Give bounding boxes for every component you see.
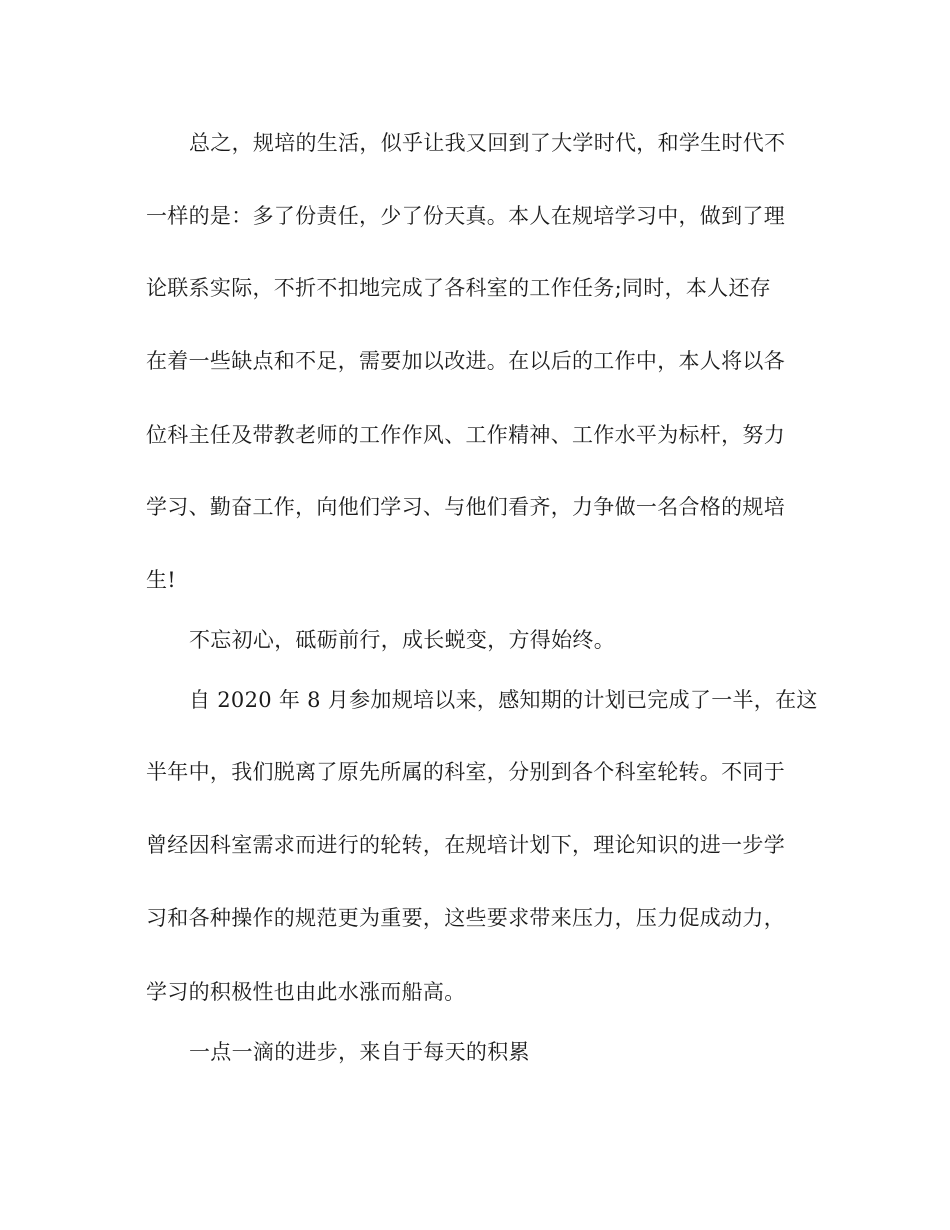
paragraph-3-line-2: 半年中，我们脱离了原先所属的科室，分别到各个科室轮转。不同于 — [146, 760, 785, 784]
paragraph-1-line-3: 论联系实际，不折不扣地完成了各科室的工作任务;同时，本人还存 — [146, 276, 772, 300]
paragraph-3-line-3: 曾经因科室需求而进行的轮转，在规培计划下，理论知识的进一步学 — [146, 833, 785, 857]
paragraph-3-line-4: 习和各种操作的规范更为重要，这些要求带来压力，压力促成动力， — [146, 906, 785, 930]
paragraph-2-line-1: 不忘初心，砥砺前行，成长蜕变，方得始终。 — [189, 628, 615, 652]
paragraph-1-line-4: 在着一些缺点和不足，需要加以改进。在以后的工作中，本人将以各 — [146, 349, 785, 373]
paragraph-3-line-5: 学习的积极性也由此水涨而船高。 — [146, 980, 466, 1004]
paragraph-1-line-6: 学习、勤奋工作，向他们学习、与他们看齐，力争做一名合格的规培 — [146, 495, 785, 519]
paragraph-1-line-5: 位科主任及带教老师的工作作风、工作精神、工作水平为标杆，努力 — [146, 423, 785, 447]
paragraph-1-line-1: 总之，规培的生活，似乎让我又回到了大学时代，和学生时代不 — [189, 131, 786, 155]
paragraph-4-line-1: 一点一滴的进步，来自于每天的积累 — [189, 1040, 530, 1064]
paragraph-1-line-2: 一样的是：多了份责任，少了份天真。本人在规培学习中，做到了理 — [146, 204, 785, 228]
paragraph-3-line-1: 自 2020 年 8 月参加规培以来，感知期的计划已完成了一半，在这 — [189, 688, 818, 712]
paragraph-1-line-7: 生! — [146, 568, 177, 592]
